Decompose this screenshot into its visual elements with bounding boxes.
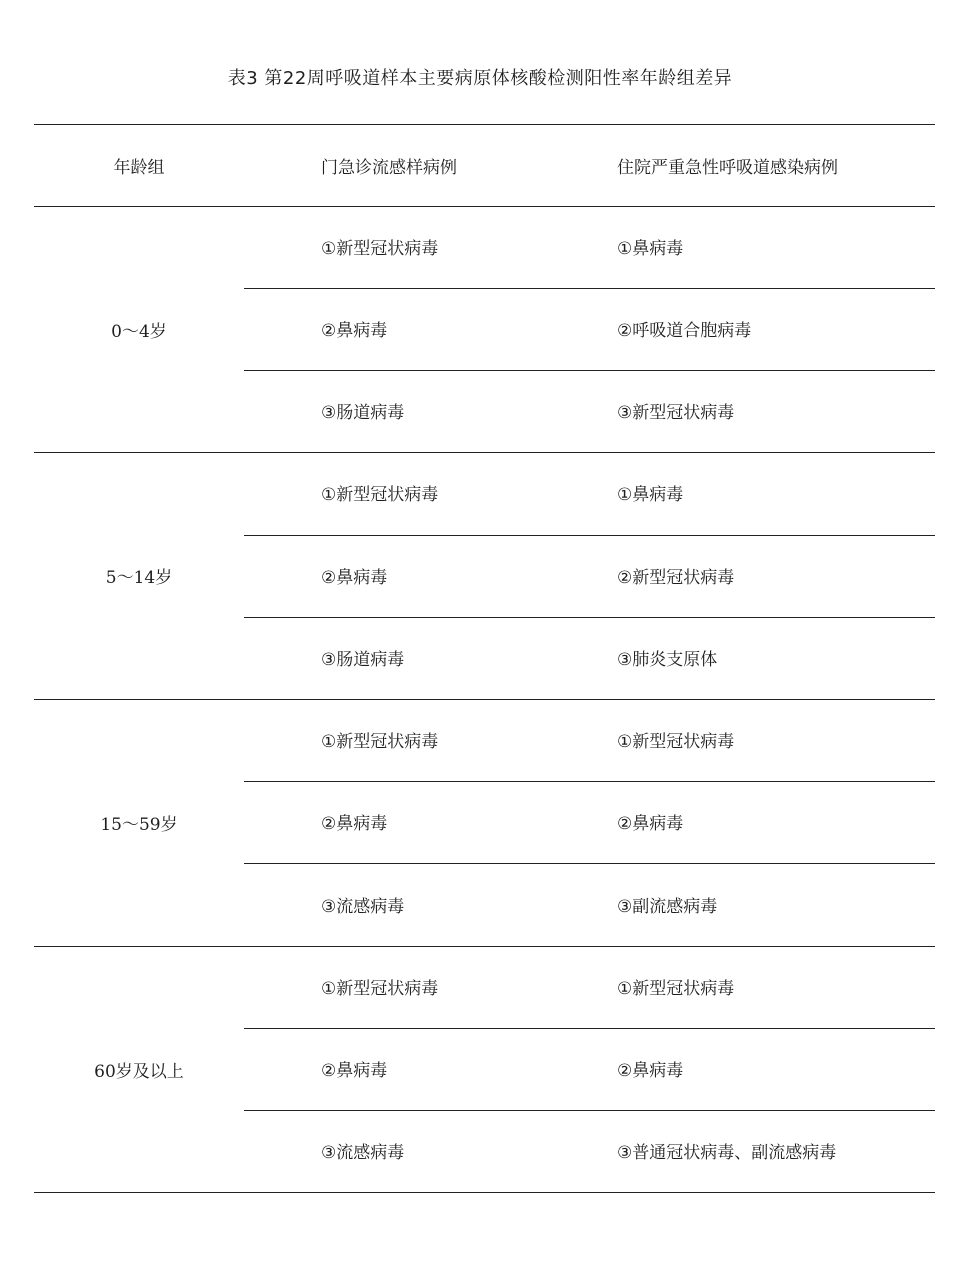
inpatient-cell: ②鼻病毒 (617, 814, 684, 834)
header-age-group: 年龄组 (113, 158, 165, 178)
row-divider (244, 863, 935, 864)
inpatient-cell: ③肺炎支原体 (617, 650, 718, 670)
header-rule (34, 206, 935, 207)
inpatient-cell: ②呼吸道合胞病毒 (617, 321, 752, 341)
outpatient-cell: ②鼻病毒 (321, 321, 388, 341)
outpatient-cell: ③肠道病毒 (321, 403, 405, 423)
header-inpatient: 住院严重急性呼吸道感染病例 (617, 158, 838, 178)
outpatient-cell: ②鼻病毒 (321, 1061, 388, 1081)
inpatient-cell: ③普通冠状病毒、副流感病毒 (617, 1143, 837, 1163)
header-outpatient: 门急诊流感样病例 (321, 158, 457, 178)
age-group-label: 15～59岁 (100, 815, 178, 835)
inpatient-cell: ①鼻病毒 (617, 239, 684, 259)
outpatient-cell: ①新型冠状病毒 (321, 732, 439, 752)
inpatient-cell: ①鼻病毒 (617, 485, 684, 505)
row-divider (244, 288, 935, 289)
group-rule (34, 699, 935, 700)
outpatient-cell: ②鼻病毒 (321, 568, 388, 588)
age-group-label: 0～4岁 (111, 322, 167, 342)
table-top-rule (34, 124, 935, 125)
outpatient-cell: ③流感病毒 (321, 897, 405, 917)
age-group-label: 60岁及以上 (94, 1062, 184, 1082)
inpatient-cell: ②鼻病毒 (617, 1061, 684, 1081)
age-group-label: 5～14岁 (105, 568, 173, 588)
inpatient-cell: ②新型冠状病毒 (617, 568, 735, 588)
inpatient-cell: ①新型冠状病毒 (617, 732, 735, 752)
table-title: 表3 第22周呼吸道样本主要病原体核酸检测阳性率年龄组差异 (227, 68, 733, 89)
row-divider (244, 1110, 935, 1111)
inpatient-cell: ③副流感病毒 (617, 897, 718, 917)
inpatient-cell: ③新型冠状病毒 (617, 403, 735, 423)
group-rule (34, 452, 935, 453)
group-rule (34, 946, 935, 947)
row-divider (244, 1028, 935, 1029)
outpatient-cell: ②鼻病毒 (321, 814, 388, 834)
outpatient-cell: ①新型冠状病毒 (321, 485, 439, 505)
outpatient-cell: ①新型冠状病毒 (321, 979, 439, 999)
outpatient-cell: ①新型冠状病毒 (321, 239, 439, 259)
outpatient-cell: ③流感病毒 (321, 1143, 405, 1163)
row-divider (244, 781, 935, 782)
outpatient-cell: ③肠道病毒 (321, 650, 405, 670)
inpatient-cell: ①新型冠状病毒 (617, 979, 735, 999)
table-bottom-rule (34, 1192, 935, 1193)
row-divider (244, 535, 935, 536)
row-divider (244, 617, 935, 618)
row-divider (244, 370, 935, 371)
